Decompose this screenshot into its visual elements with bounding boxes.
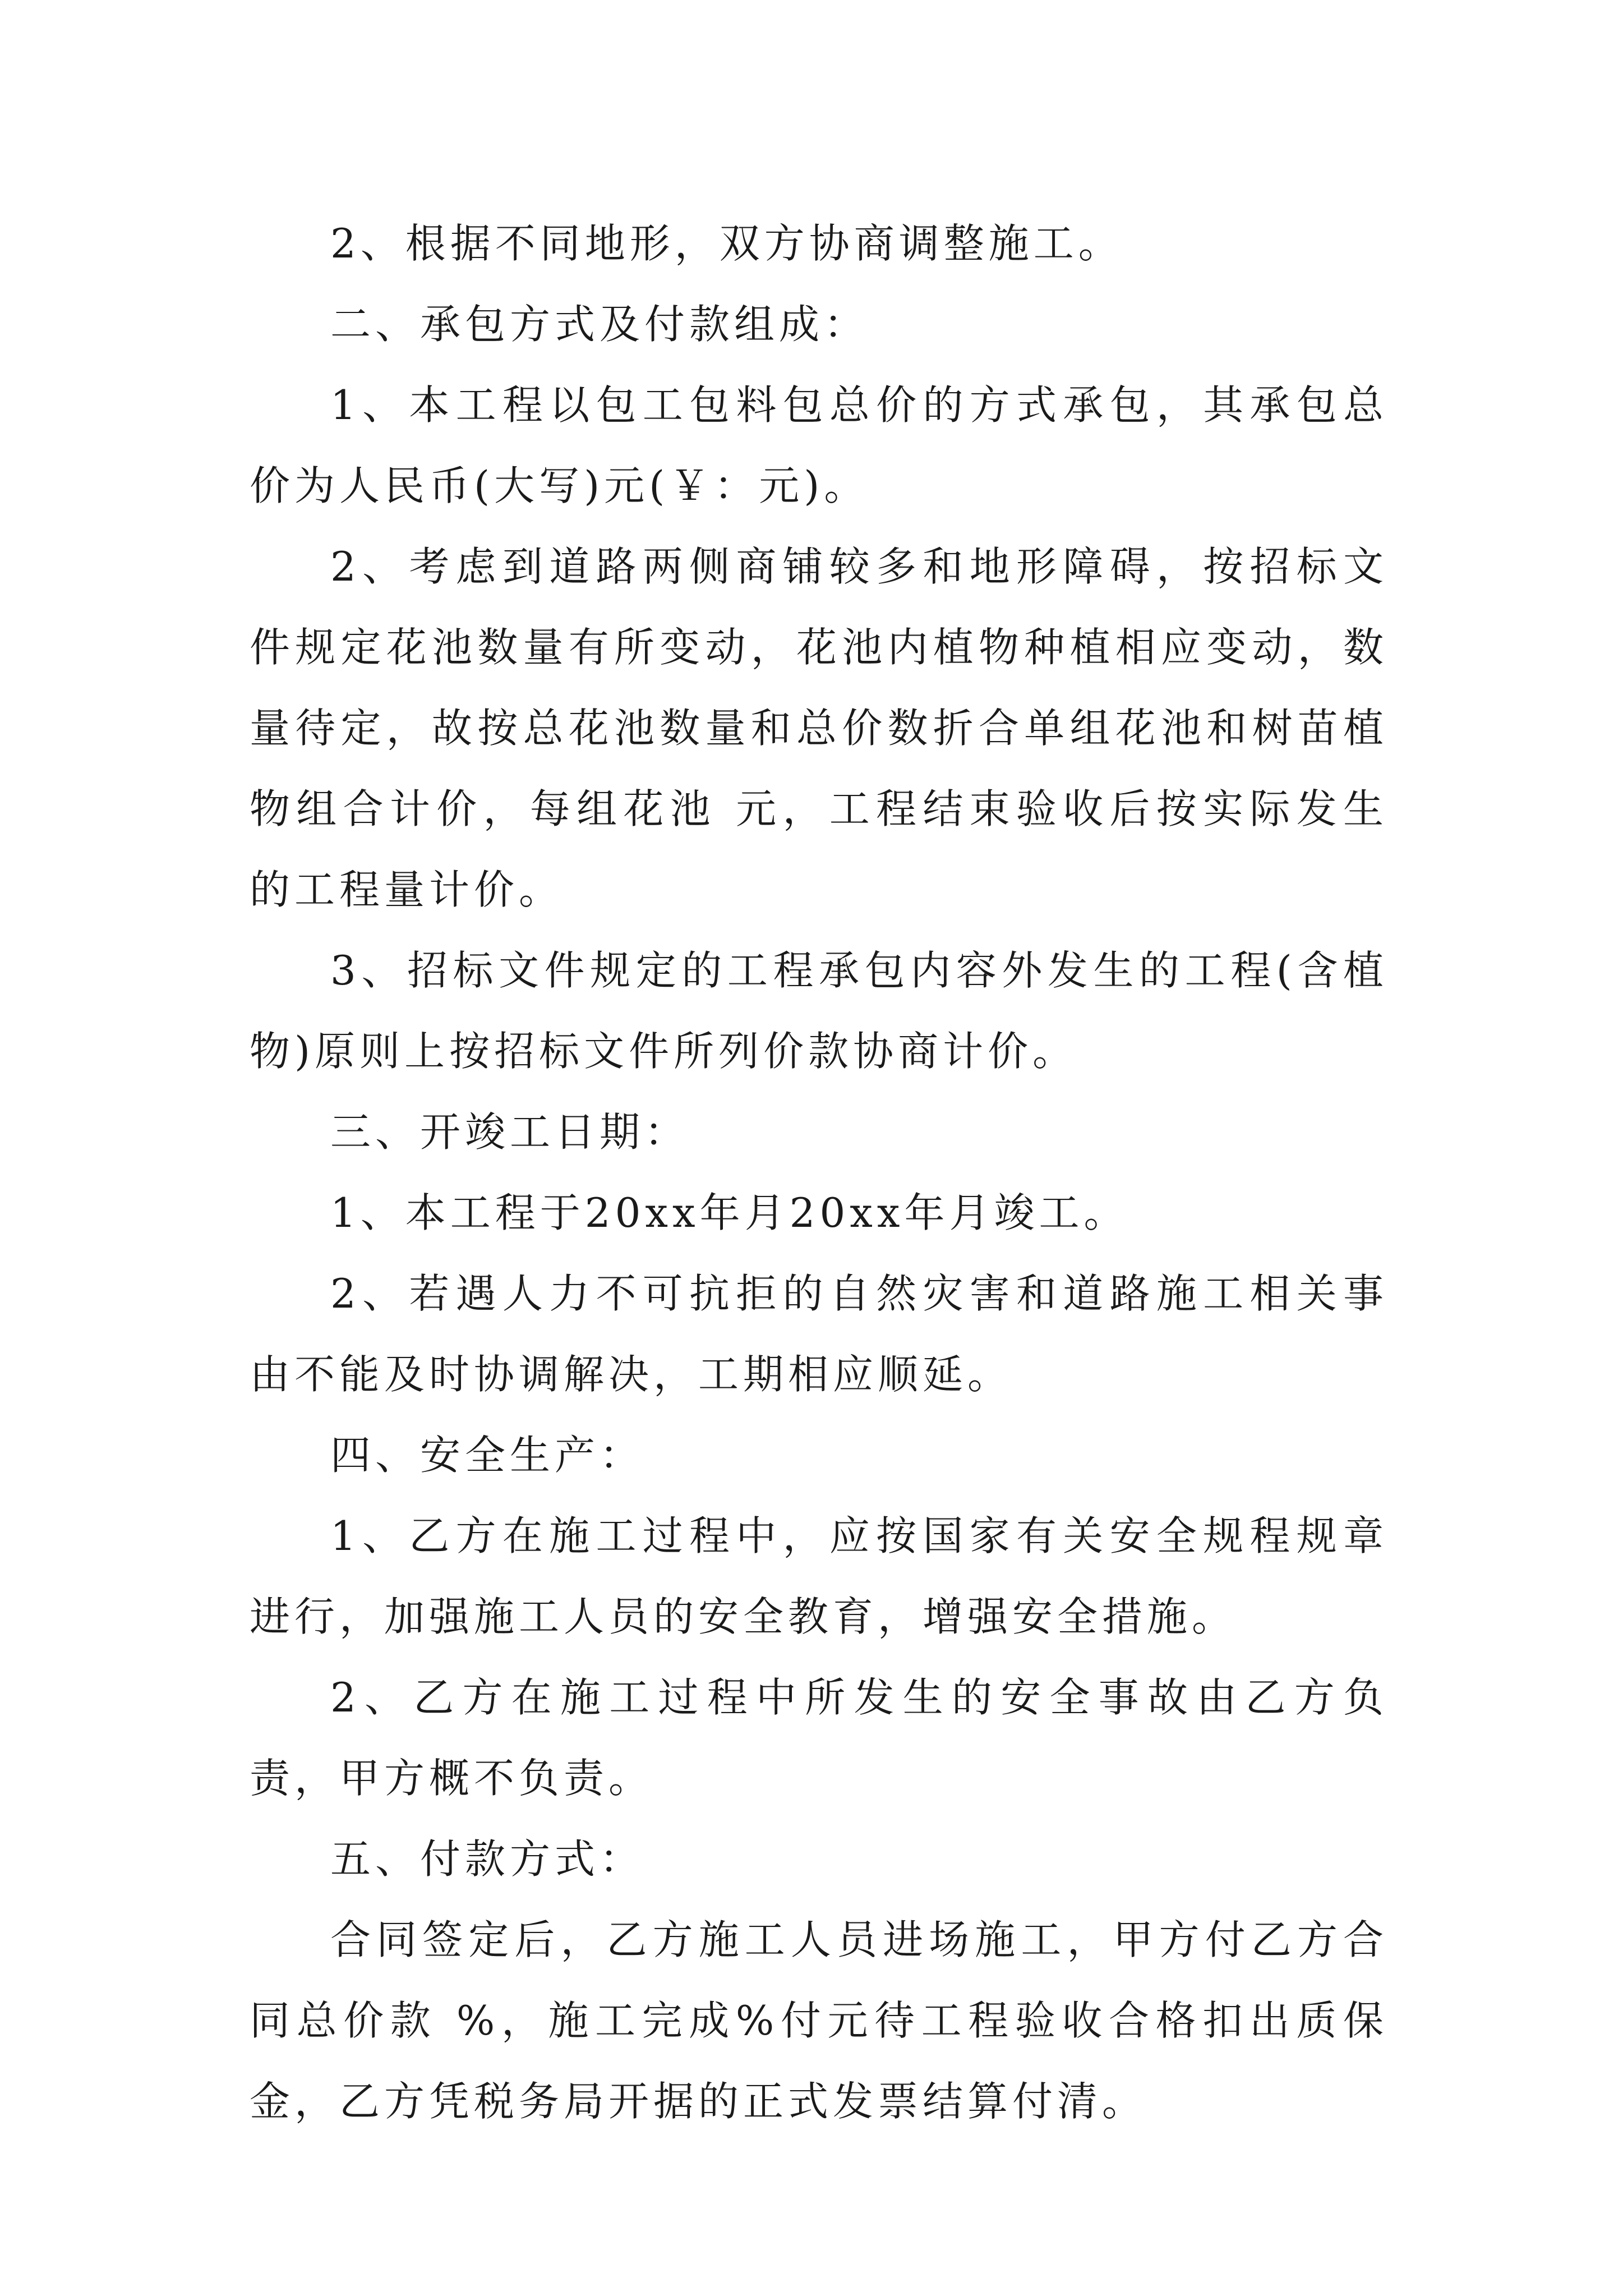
paragraph-payment-terms: 合同签定后，乙方施工人员进场施工，甲方付乙方合同总价款 %，施工完成%付元待工程验收合格扣出质保金，乙方凭税务局开据的正式发票结算付清。 xyxy=(250,1916,1388,2125)
heading-safety: 四、安全生产： xyxy=(330,1432,645,1479)
paragraph-safety-rules: 1、乙方在施工过程中，应按国家有关安全规程规章进行，加强施工人员的安全教育，增强安全措施。 xyxy=(250,1512,1388,1640)
paragraph-total-price: 1、本工程以包工包料包总价的方式承包，其承包总价为人民币(大写)元(￥：元)。 xyxy=(250,381,1388,509)
document-body xyxy=(250,203,1388,2142)
heading-contract-method: 二、承包方式及付款组成： xyxy=(330,301,869,348)
heading-schedule: 三、开竣工日期： xyxy=(330,1108,690,1156)
heading-payment-method: 五、付款方式： xyxy=(330,1835,645,1883)
paragraph-safety-liability: 2、乙方在施工过程中所发生的安全事故由乙方负责，甲方概不负责。 xyxy=(250,1674,1388,1802)
paragraph-extra-work-pricing: 3、招标文件规定的工程承包内容外发生的工程(含植物)原则上按招标文件所列价款协商计价。 xyxy=(250,947,1388,1075)
paragraph-completion-date: 1、本工程于20xx年月20xx年月竣工。 xyxy=(330,1189,1129,1236)
paragraph-flower-bed-pricing: 2、考虑到道路两侧商铺较多和地形障碍，按招标文件规定花池数量有所变动，花池内植物种植相应变动，数量待定，故按总花池数量和总价数折合单组花池和树苗植物组合计价，每组花池 元，工程结束验收后按实际发生的工程量计价。 xyxy=(250,543,1388,913)
paragraph-force-majeure: 2、若遇人力不可抗拒的自然灾害和道路施工相关事由不能及时协调解决，工期相应顺延。 xyxy=(250,1270,1388,1398)
paragraph-construction-adjustment: 2、根据不同地形，双方协商调整施工。 xyxy=(330,220,1123,267)
